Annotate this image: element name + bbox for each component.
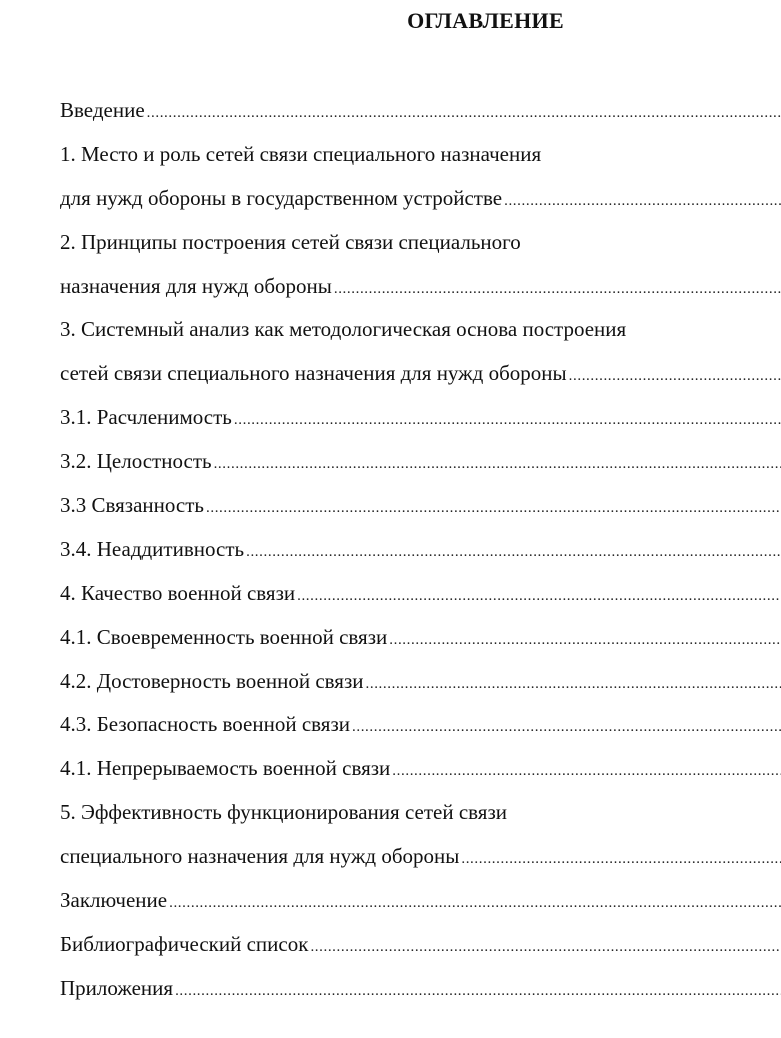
toc-entry-5-cont[interactable] [60, 836, 781, 880]
toc-entry-text: 4.3. Безопасность военной связи [60, 712, 350, 737]
toc-entry-text: 3.1. Расчленимость [60, 405, 232, 430]
toc-entry-text: Заключение [60, 888, 168, 913]
toc-entry-conclusion[interactable] [60, 880, 781, 924]
toc-entry-3-2[interactable] [60, 441, 781, 485]
dot-leader [389, 620, 781, 660]
dot-leader [246, 532, 781, 572]
dot-leader [169, 883, 781, 923]
toc-entry-3-1[interactable] [60, 397, 781, 441]
toc-entry-4-3[interactable] [60, 704, 781, 748]
toc-entry-4-1[interactable] [60, 617, 781, 661]
toc-entry-2[interactable] [60, 222, 781, 266]
toc-entry-text: 1. Место и роль сетей связи специального назначения [60, 141, 542, 166]
dot-leader [504, 181, 781, 221]
dot-leader [392, 751, 781, 791]
toc-entry-text: сетей связи специального назначения для нужд обороны [60, 361, 567, 386]
dot-leader [569, 356, 781, 396]
toc-entry-text: 4.1. Непрерываемость военной связи [60, 756, 391, 781]
toc-entry-2-cont[interactable] [60, 266, 781, 310]
dot-leader [461, 839, 781, 879]
dot-leader [334, 269, 781, 309]
toc-entry-3[interactable] [60, 309, 781, 353]
dot-leader [214, 444, 781, 484]
toc-entry-1-cont[interactable] [60, 178, 781, 222]
toc-entry-text: 4.2. Достоверность военной связи [60, 668, 364, 693]
page-title: ОГЛАВЛЕНИЕ [407, 8, 564, 33]
toc-entry-4-4[interactable] [60, 748, 781, 792]
toc-entry-text: 3.4. Неаддитивность [60, 536, 245, 561]
toc-entry-text: 5. Эффективность функционирования сетей связи [60, 800, 507, 825]
toc-entry-4-2[interactable] [60, 661, 781, 705]
toc-entry-text: 4.1. Своевременность военной связи [60, 624, 388, 649]
dot-leader [366, 664, 781, 704]
toc-entry-text: Введение [60, 98, 145, 122]
toc-entry-3-4[interactable] [60, 529, 781, 573]
toc-entry-text: для нужд обороны в государственном устройстве [60, 185, 503, 210]
toc-entry-1[interactable] [60, 134, 781, 178]
toc-entry-appendices[interactable] [60, 968, 781, 1012]
toc-entry-text: 2. Принципы построения сетей связи специального [60, 229, 521, 254]
toc-entry-text: назначения для нужд обороны [60, 273, 332, 298]
dot-leader [175, 971, 781, 1011]
toc-entry-4[interactable] [60, 573, 781, 617]
toc-entry-bibliography[interactable] [60, 924, 781, 968]
toc-entry-text: 3. Системный анализ как методологическая основа построения [60, 317, 627, 342]
toc-entry-3-cont[interactable] [60, 353, 781, 397]
toc-entry-text: 3.2. Целостность [60, 449, 212, 474]
toc-entry-text: Библиографический список [60, 931, 309, 956]
toc-entry-text: специального назначения для нужд обороны [60, 844, 460, 869]
dot-leader [297, 576, 781, 616]
toc-entry-introduction[interactable] [60, 90, 781, 134]
dot-leader [147, 93, 781, 133]
dot-leader [310, 927, 781, 967]
table-of-contents [60, 90, 781, 1012]
toc-entry-text: Приложения [60, 975, 174, 1000]
dot-leader [352, 707, 781, 747]
dot-leader [234, 400, 781, 440]
toc-entry-text: 4. Качество военной связи [60, 580, 296, 605]
dot-leader [206, 488, 781, 528]
toc-entry-text: 3.3 Связанность [60, 493, 204, 518]
toc-entry-5[interactable] [60, 792, 781, 836]
toc-entry-3-3[interactable] [60, 485, 781, 529]
